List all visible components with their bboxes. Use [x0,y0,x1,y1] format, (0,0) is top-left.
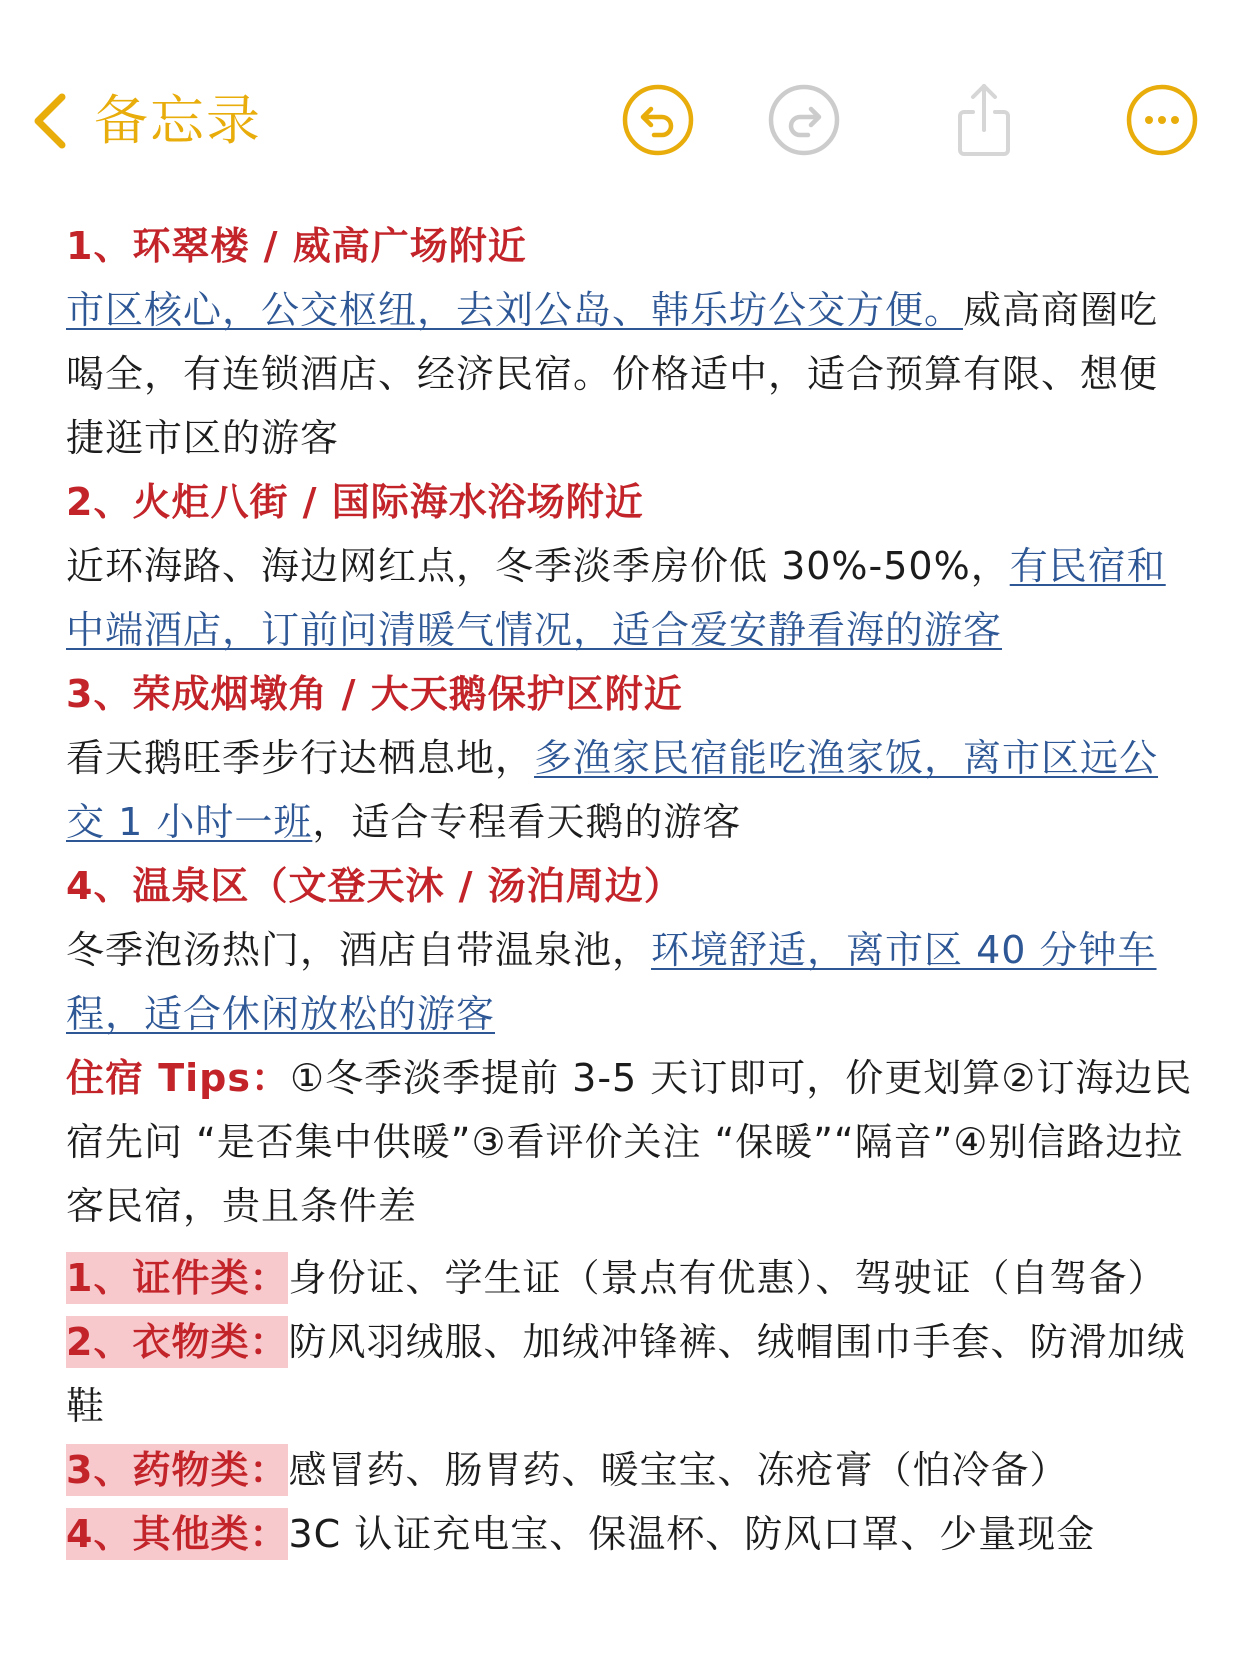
back-label: 备忘录 [94,89,262,152]
section-link[interactable]: 市区核心，公交枢纽，去刘公岛、韩乐坊公交方便。 [66,288,964,332]
section-heading: 3、荣成烟墩角 / 大天鹅保护区附近 [66,672,683,716]
section-body [66,534,1196,662]
packing-text: 3C 认证充电宝、保温杯、防风口罩、少量现金 [288,1512,1096,1556]
section-text: 看天鹅旺季步行达栖息地， [66,736,535,780]
tips-label: 住宿 Tips： [66,1056,290,1100]
more-options-button[interactable] [1124,82,1200,158]
section-text: 威高商圈吃喝全，有连锁酒店、经济民宿。价格适中，适合预算有限、想便捷逛市区的游客 [66,288,1159,460]
undo-icon [620,82,696,158]
section-link[interactable]: 多渔家民宿能吃渔家饭，离市区远公交 1 小时一班 [66,736,1159,844]
undo-button[interactable] [620,82,696,158]
packing-item [66,1438,1196,1502]
section-link[interactable]: 环境舒适，离市区 40 分钟车程，适合休闲放松的游客 [66,928,1157,1036]
packing-label: 2、衣物类： [66,1316,288,1368]
spacer [66,1238,1196,1244]
packing-label: 4、其他类： [66,1508,288,1560]
section-link[interactable]: 有民宿和中端酒店，订前问清暖气情况，适合爱安静看海的游客 [66,544,1166,652]
back-button[interactable] [30,86,262,156]
note-body[interactable] [66,214,1196,1566]
packing-item [66,1502,1196,1566]
packing-label: 1、证件类： [66,1252,288,1304]
section-heading: 1、环翠楼 / 威高广场附近 [66,224,527,268]
share-button[interactable] [946,82,1022,158]
section-heading: 4、温泉区（文登天沐 / 汤泊周边） [66,864,683,908]
packing-item [66,1310,1196,1438]
more-icon [1124,82,1200,158]
chevron-left-icon [30,91,70,151]
packing-item [66,1246,1196,1310]
section-heading: 2、火炬八街 / 国际海水浴场附近 [66,480,644,524]
tips-paragraph [66,1046,1196,1238]
section-body [66,918,1196,1046]
navigation-bar [0,70,1242,170]
redo-icon [766,82,842,158]
section-body [66,278,1196,470]
redo-button[interactable] [766,82,842,158]
share-icon [946,82,1022,158]
packing-text: 感冒药、肠胃药、暖宝宝、冻疮膏（怕冷备） [288,1448,1069,1492]
packing-label: 3、药物类： [66,1444,288,1496]
section-text: ，适合专程看天鹅的游客 [312,800,742,844]
section-text: 近环海路、海边网红点，冬季淡季房价低 30%-50%， [66,544,1010,588]
packing-text: 身份证、学生证（景点有优惠）、驾驶证（自驾备） [288,1256,1167,1300]
packing-text: 防风羽绒服、加绒冲锋裤、绒帽围巾手套、防滑加绒鞋 [66,1320,1186,1428]
section-body [66,726,1196,854]
section-text: 冬季泡汤热门，酒店自带温泉池， [66,928,652,972]
tips-text: ①冬季淡季提前 3-5 天订即可，价更划算②订海边民宿先问 “是否集中供暖”③看评价关注 “保暖”“隔音”④别信路边拉客民宿，贵且条件差 [66,1056,1193,1228]
